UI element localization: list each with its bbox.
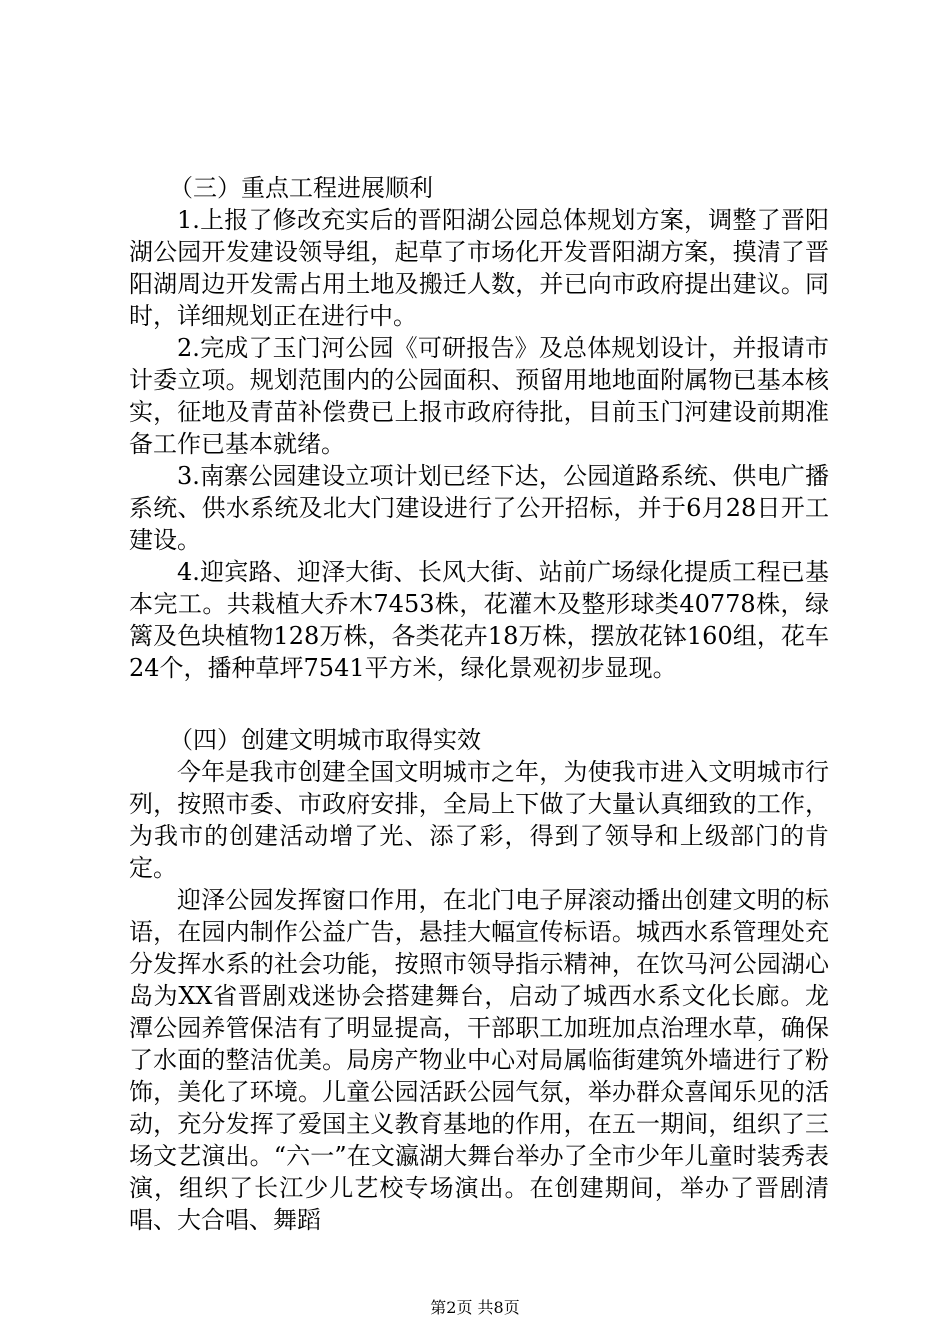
- paragraph-civilized-city-intro: 今年是我市创建全国文明城市之年，为使我市进入文明城市行列，按照市委、市政府安排，全局上下做了大量认真细致的工作，为我市的创建活动增了光、添了彩，得到了领导和上级部门的肯定。: [129, 758, 829, 882]
- section-heading-key-projects: （三）重点工程进展顺利: [169, 174, 433, 202]
- page-number-footer: 第2页 共8页: [430, 1298, 520, 1317]
- paragraph-nanzhai-park: 3.南寨公园建设立项计划已经下达，公园道路系统、供电广播系统、供水系统及北大门建设进行了公开招标，并于6月28日开工建设。: [129, 462, 829, 554]
- paragraph-yumen-river: 2.完成了玉门河公园《可研报告》及总体规划设计，并报请市计委立项。规划范围内的公园面积、预留用地地面附属物已基本核实，征地及青苗补偿费已上报市政府待批，目前玉门河建设前期准备工作已基本就绪。: [129, 334, 829, 458]
- paragraph-parks-activities: 迎泽公园发挥窗口作用，在北门电子屏滚动播出创建文明的标语，在园内制作公益广告，悬挂大幅宣传标语。城西水系管理处充分发挥水系的社会功能，按照市领导指示精神，在饮马河公园湖心岛为XX省晋剧戏迷协会搭建舞台，启动了城西水系文化长廊。龙潭公园养管保洁有了明显提高，干部职工加班加点治理水草，确保了水面的整洁优美。局房产物业中心对局属临街建筑外墙进行了粉饰，美化了环境。儿童公园活跃公园气氛，举办群众喜闻乐见的活动，充分发挥了爱国主义教育基地的作用，在五一期间，组织了三场文艺演出。“六一”在文瀛湖大舞台举办了全市少年儿童时装秀表演，组织了长江少儿艺校专场演出。在创建期间，举办了晋剧清唱、大合唱、舞蹈: [129, 886, 829, 1234]
- paragraph-jinyang-lake: 1.上报了修改充实后的晋阳湖公园总体规划方案，调整了晋阳湖公园开发建设领导组，起草了市场化开发晋阳湖方案，摸清了晋阳湖周边开发需占用土地及搬迁人数，并已向市政府提出建议。同时，详细规划正在进行中。: [129, 206, 829, 330]
- section-heading-civilized-city: （四）创建文明城市取得实效: [169, 726, 481, 754]
- document-body: [129, 172, 829, 1236]
- section-spacer: [129, 684, 829, 724]
- paragraph-greening-project: 4.迎宾路、迎泽大街、长风大街、站前广场绿化提质工程已基本完工。共栽植大乔木7453株，花灌木及整形球类40778株，绿篱及色块植物128万株，各类花卉18万株，摆放花钵160组，花车24个，播种草坪7541平方米，绿化景观初步显现。: [129, 558, 829, 682]
